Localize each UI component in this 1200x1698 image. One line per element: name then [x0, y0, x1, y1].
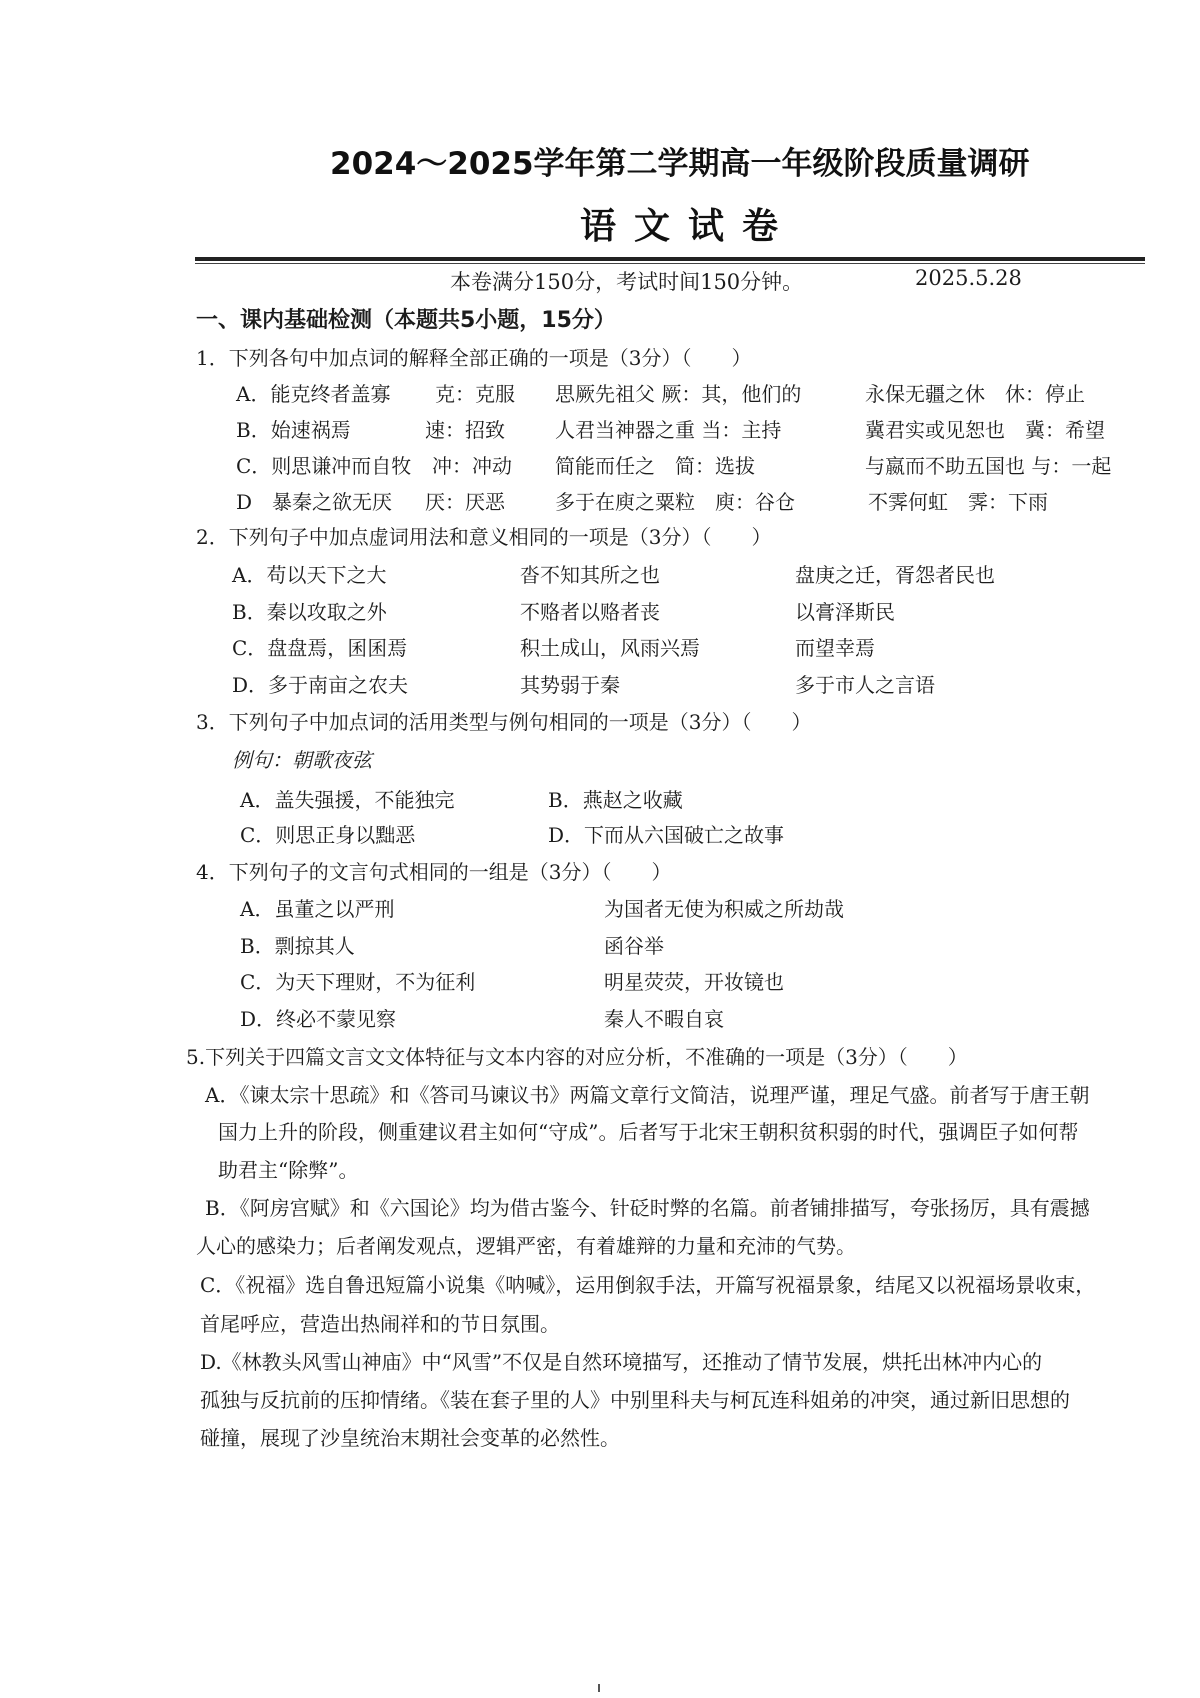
q4-option-b-col2: 函谷举: [604, 934, 664, 958]
q2-option-c-col1: C．盘盘焉，囷囷焉: [232, 636, 408, 660]
q5-option-d-line1: D.《林教头风雪山神庙》中“风雪”不仅是自然环境描写，还推动了情节发展，烘托出林冲内心的: [200, 1350, 1043, 1374]
q2-option-a-col2: 沓不知其所之也: [520, 563, 660, 587]
q5-option-c-line2: 首尾呼应，营造出热闹祥和的节日氛围。: [200, 1312, 560, 1336]
title-rule-thin: [195, 263, 1145, 264]
q5-option-b-line2: 人心的感染力；后者阐发观点，逻辑严密，有着雄辩的力量和充沛的气势。: [196, 1234, 856, 1258]
q2-option-b-col1: B．秦以攻取之外: [232, 600, 387, 624]
page-mark: [598, 1684, 600, 1692]
q4-option-d-col2: 秦人不暇自哀: [604, 1007, 724, 1031]
q1-option-b-gloss: 速：招致: [425, 418, 505, 442]
q2-option-a-col3: 盘庚之迁，胥怨者民也: [795, 563, 995, 587]
q1-option-d-item3: 不霁何虹 霁：下雨: [868, 490, 1048, 514]
q2-option-b-col2: 不赂者以赂者丧: [520, 600, 660, 624]
exam-score-time: 本卷满分150分，考试时间150分钟。: [450, 270, 804, 294]
q1-option-d-item2: 多于在庾之粟粒 庾：谷仓: [555, 490, 795, 514]
q3-option-b: B．燕赵之收藏: [548, 788, 683, 812]
q1-option-d-sentence: D 暴秦之欲无厌: [236, 490, 393, 514]
exam-subtitle: 语文试卷: [580, 206, 797, 247]
q5-option-a-line3: 助君主“除弊”。: [218, 1158, 359, 1182]
q1-stem: 1．下列各句中加点词的解释全部正确的一项是（3分）（ ）: [196, 346, 752, 370]
q1-option-b-sentence: B．始速祸焉: [236, 418, 351, 442]
q3-option-c: C．则思正身以黜恶: [240, 823, 416, 847]
q4-option-a-col2: 为国者无使为积威之所劫哉: [604, 897, 844, 921]
exam-title: 2024～2025学年第二学期高一年级阶段质量调研: [330, 146, 1030, 182]
q1-option-a-item3: 永保无疆之休 休：停止: [865, 382, 1085, 406]
q3-option-d: D．下而从六国破亡之故事: [548, 823, 785, 847]
q2-option-b-col3: 以膏泽斯民: [795, 600, 895, 624]
q2-option-d-col1: D．多于南亩之农夫: [232, 673, 409, 697]
q4-option-c-col1: C．为天下理财，不为征利: [240, 970, 476, 994]
q3-option-a: A．盖失强援，不能独完: [240, 788, 455, 812]
q1-option-a-sentence: A．能克终者盖寡: [236, 382, 391, 406]
q4-option-d-col1: D．终必不蒙见察: [240, 1007, 397, 1031]
q2-option-c-col3: 而望幸焉: [795, 636, 875, 660]
exam-date: 2025.5.28: [915, 266, 1022, 290]
q4-option-a-col1: A．虽董之以严刑: [240, 897, 395, 921]
q4-option-c-col2: 明星荧荧，开妆镜也: [604, 970, 784, 994]
section-heading: 一、课内基础检测（本题共5小题，15分）: [196, 308, 616, 333]
q5-stem: 5.下列关于四篇文言文文体特征与文本内容的对应分析，不准确的一项是（3分）（ ）: [186, 1045, 968, 1069]
q5-option-a-line1: A．《谏太宗十思疏》和《答司马谏议书》两篇文章行文简洁，说理严谨，理足气盛。前者写于唐王朝: [205, 1083, 1090, 1107]
q2-option-d-col2: 其势弱于秦: [520, 673, 620, 697]
q2-stem: 2．下列句子中加点虚词用法和意义相同的一项是（3分）（ ）: [196, 525, 772, 549]
q2-option-a-col1: A．苟以天下之大: [232, 563, 387, 587]
q2-option-c-col2: 积土成山，风雨兴焉: [520, 636, 700, 660]
q3-example: 例句：朝歌夜弦: [232, 748, 372, 772]
q1-option-c-item3: 与嬴而不助五国也 与：一起: [865, 454, 1112, 478]
q5-option-d-line2: 孤独与反抗前的压抑情绪。《装在套子里的人》中别里科夫与柯瓦连科姐弟的冲突，通过新旧思想的: [200, 1388, 1070, 1412]
q1-option-a-gloss: 克：克服: [435, 382, 515, 406]
q5-option-d-line3: 碰撞，展现了沙皇统治末期社会变革的必然性。: [200, 1426, 620, 1450]
q2-option-d-col3: 多于市人之言语: [795, 673, 935, 697]
q5-option-c-line1: C．《祝福》选自鲁迅短篇小说集《呐喊》，运用倒叙手法，开篇写祝福景象，结尾又以祝福场景收束，: [200, 1273, 1096, 1297]
q5-option-b-line1: B．《阿房宫赋》和《六国论》均为借古鉴今、针砭时弊的名篇。前者铺排描写，夸张扬厉，具有震撼: [205, 1196, 1090, 1220]
q1-option-c-sentence: C．则思谦冲而自牧: [236, 454, 412, 478]
q5-option-a-line2: 国力上升的阶段，侧重建议君主如何“守成”。后者写于北宋王朝积贫积弱的时代，强调臣子如何帮: [218, 1120, 1079, 1144]
q4-option-b-col1: B．剽掠其人: [240, 934, 355, 958]
q4-stem: 4．下列句子的文言句式相同的一组是（3分）（ ）: [196, 860, 672, 884]
q1-option-d-gloss: 厌：厌恶: [425, 490, 505, 514]
q1-option-a-item2: 思厥先祖父 厥：其，他们的: [555, 382, 802, 406]
q1-option-b-item3: 冀君实或见恕也 冀：希望: [865, 418, 1105, 442]
q1-option-b-item2: 人君当神器之重 当：主持: [555, 418, 782, 442]
q1-option-c-gloss: 冲：冲动: [432, 454, 512, 478]
q1-option-c-item2: 简能而任之 简：选拔: [555, 454, 755, 478]
q3-stem: 3．下列句子中加点词的活用类型与例句相同的一项是（3分）（ ）: [196, 710, 812, 734]
title-rule: [195, 257, 1145, 261]
